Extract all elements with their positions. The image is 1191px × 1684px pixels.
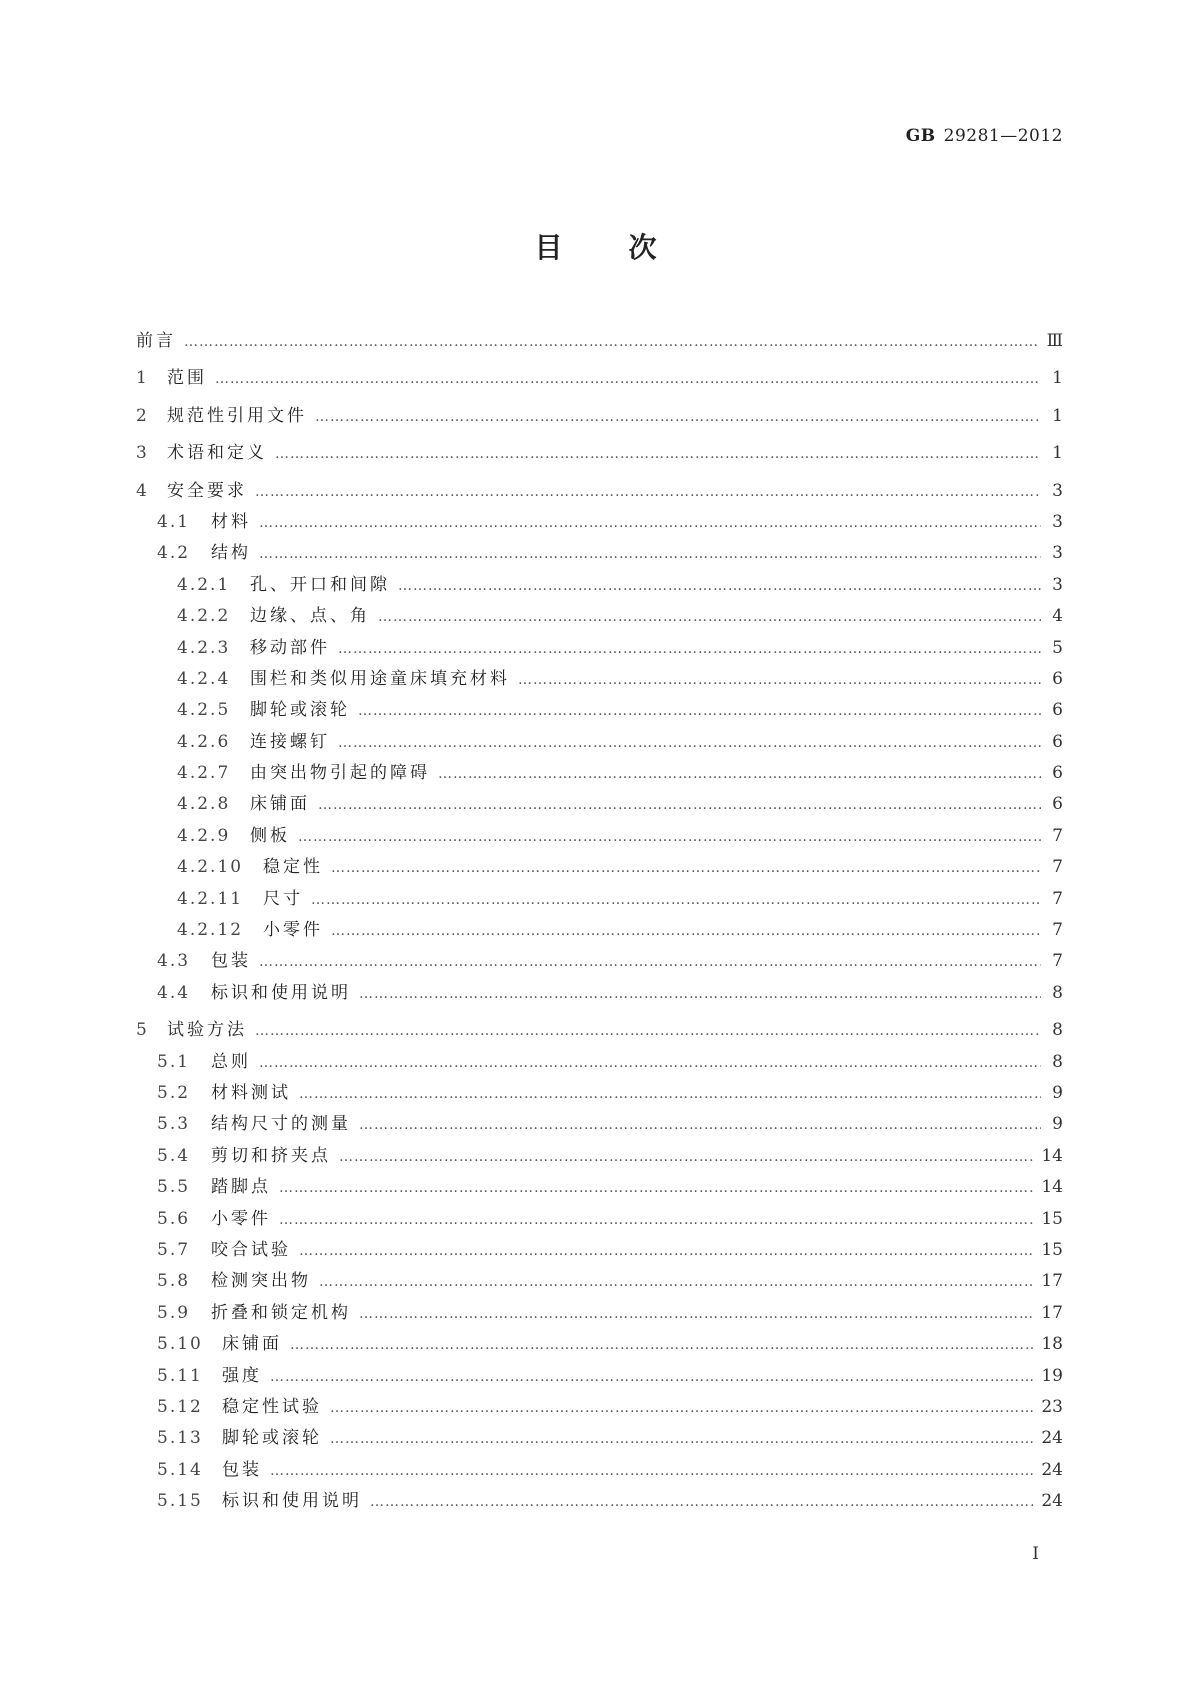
title-char-2: 次 <box>628 231 657 264</box>
toc-leader-dots <box>275 446 1041 462</box>
toc-entry-number: 4.2.7 <box>177 763 231 784</box>
toc-entry-page: 15 <box>1041 1208 1063 1229</box>
toc-entry-number: 5.14 <box>157 1459 203 1480</box>
toc-entry-number: 5.3 <box>157 1114 191 1135</box>
toc-entry-label: 稳定性试验 <box>222 1396 322 1417</box>
toc-entry-number: 4.2.8 <box>177 794 231 815</box>
toc-entry-number: 2 <box>136 405 149 426</box>
title-char-1: 目 <box>534 231 563 264</box>
toc-leader-dots <box>270 1463 1033 1479</box>
toc-entry-label: 小零件 <box>263 920 323 941</box>
toc-entry-number: 4.2.2 <box>177 606 231 627</box>
toc-entry-label: 稳定性 <box>263 857 323 878</box>
toc-entry-page: 6 <box>1052 794 1063 815</box>
toc-entry-page: 17 <box>1041 1302 1063 1323</box>
toc-entry-label: 尺寸 <box>263 888 303 909</box>
toc-entry-page: 24 <box>1041 1491 1063 1512</box>
toc-leader-dots <box>259 546 1041 562</box>
toc-leader-dots <box>370 1494 1033 1510</box>
toc-entry[interactable] <box>136 664 1063 695</box>
toc-entry-page: 1 <box>1052 443 1063 464</box>
toc-entry-number: 4.2.3 <box>177 637 231 658</box>
toc-entry-label: 试验方法 <box>167 1020 247 1041</box>
toc-entry-number: 5.2 <box>157 1082 191 1103</box>
toc-entry-page: 6 <box>1052 668 1063 689</box>
toc-entry-page: 7 <box>1052 888 1063 909</box>
toc-entry[interactable] <box>136 1078 1063 1109</box>
toc-entry[interactable] <box>136 570 1063 601</box>
toc-entry-label: 安全要求 <box>167 480 247 501</box>
toc-entry[interactable] <box>136 1361 1063 1392</box>
toc-entry-number: 4.2.12 <box>177 920 244 941</box>
toc-entry-page: 7 <box>1052 857 1063 878</box>
toc-entry[interactable] <box>136 633 1063 664</box>
toc-entry-label: 折叠和锁定机构 <box>211 1302 351 1323</box>
toc-leader-dots <box>398 578 1041 594</box>
toc-entry-number: 5.8 <box>157 1271 191 1292</box>
toc-entry-number: 5.7 <box>157 1239 191 1260</box>
page-title <box>0 226 1191 266</box>
toc-entry-number: 5.4 <box>157 1145 191 1166</box>
toc-entry-number: 5.9 <box>157 1302 191 1323</box>
toc-entry-label: 范围 <box>167 368 207 389</box>
toc-entry-label: 孔、开口和间隙 <box>250 574 390 595</box>
toc-leader-dots <box>338 641 1041 657</box>
toc-leader-dots <box>279 1180 1033 1196</box>
toc-entry-page: 6 <box>1052 763 1063 784</box>
toc-entry-page: 15 <box>1041 1239 1063 1260</box>
toc-entry[interactable] <box>136 1172 1063 1203</box>
toc-entry-label: 强度 <box>222 1365 262 1386</box>
toc-entry-number: 1 <box>136 368 149 389</box>
toc-entry-page: Ⅲ <box>1046 331 1063 351</box>
toc-leader-dots <box>359 1117 1041 1133</box>
toc-entry[interactable] <box>136 821 1063 852</box>
toc-entry[interactable] <box>136 363 1063 394</box>
standard-code: GB <box>905 126 936 146</box>
toc-leader-dots <box>255 484 1041 500</box>
toc-entry-label: 剪切和挤夹点 <box>211 1145 331 1166</box>
toc-entry-number: 4.4 <box>157 982 191 1003</box>
toc-entry[interactable] <box>136 789 1063 820</box>
toc-entry-label: 踏脚点 <box>211 1177 271 1198</box>
toc-entry-page: 3 <box>1052 543 1063 564</box>
toc-entry-label: 连接螺钉 <box>250 731 330 752</box>
toc-entry-label: 包装 <box>222 1459 262 1480</box>
toc-entry-number: 4.2.1 <box>177 574 231 595</box>
toc-entry-page: 14 <box>1041 1145 1063 1166</box>
toc-leader-dots <box>215 371 1041 387</box>
toc-entry[interactable] <box>136 727 1063 758</box>
toc-entry-page: 4 <box>1052 606 1063 627</box>
toc-entry-number: 4.2.11 <box>177 888 244 909</box>
toc-entry[interactable] <box>136 915 1063 946</box>
toc-leader-dots <box>359 986 1041 1002</box>
toc-entry[interactable] <box>136 1204 1063 1235</box>
toc-leader-dots <box>318 797 1041 813</box>
toc-entry-number: 4 <box>136 480 149 501</box>
toc-entry-label: 总则 <box>211 1051 251 1072</box>
toc-entry[interactable] <box>136 758 1063 789</box>
toc-entry[interactable] <box>136 1486 1063 1517</box>
toc-leader-dots <box>298 829 1041 845</box>
toc-entry[interactable] <box>136 695 1063 726</box>
toc-leader-dots <box>270 1369 1033 1385</box>
toc-entry-number: 4.1 <box>157 511 191 532</box>
toc-entry-page: 6 <box>1052 700 1063 721</box>
toc-entry[interactable] <box>136 1392 1063 1423</box>
toc-entry-label: 规范性引用文件 <box>167 405 307 426</box>
toc-entry-page: 19 <box>1041 1365 1063 1386</box>
toc-entry-label: 脚轮或滚轮 <box>222 1428 322 1449</box>
toc-entry-page: 6 <box>1052 731 1063 752</box>
toc-leader-dots <box>184 334 1039 350</box>
document-header <box>906 126 1063 146</box>
toc-entry-page: 5 <box>1052 637 1063 658</box>
toc-entry[interactable] <box>136 1047 1063 1078</box>
toc-entry-number: 4.2.10 <box>177 857 244 878</box>
toc-entry[interactable] <box>136 601 1063 632</box>
toc-entry[interactable] <box>136 946 1063 977</box>
toc-leader-dots <box>330 1431 1033 1447</box>
toc-entry-number: 5.11 <box>157 1365 203 1386</box>
toc-entry[interactable] <box>136 978 1063 1009</box>
toc-entry-page: 3 <box>1052 574 1063 595</box>
toc-entry[interactable] <box>136 1266 1063 1297</box>
toc-leader-dots <box>315 409 1041 425</box>
toc-leader-dots <box>259 1055 1041 1071</box>
toc-entry-number: 5.6 <box>157 1208 191 1229</box>
toc-entry[interactable] <box>136 1298 1063 1329</box>
toc-entry-page: 9 <box>1052 1114 1063 1135</box>
toc-entry[interactable] <box>136 884 1063 915</box>
toc-entry-number: 4.2.4 <box>177 668 231 689</box>
toc-entry-label: 由突出物引起的障碍 <box>250 763 430 784</box>
toc-entry[interactable] <box>136 1235 1063 1266</box>
toc-entry-page: 9 <box>1052 1082 1063 1103</box>
toc-leader-dots <box>358 703 1041 719</box>
toc-entry-number: 5.5 <box>157 1177 191 1198</box>
toc-entry-label: 脚轮或滚轮 <box>250 700 350 721</box>
toc-leader-dots <box>378 609 1041 625</box>
toc-entry[interactable] <box>136 852 1063 883</box>
toc-entry[interactable] <box>136 538 1063 569</box>
toc-entry-label: 包装 <box>211 951 251 972</box>
toc-entry-page: 17 <box>1041 1271 1063 1292</box>
toc-leader-dots <box>359 1306 1033 1322</box>
toc-entry-number: 5.1 <box>157 1051 191 1072</box>
toc-entry-label: 材料 <box>211 511 251 532</box>
toc-entry[interactable] <box>136 1141 1063 1172</box>
toc-entry[interactable] <box>136 1015 1063 1046</box>
toc-entry-page: 24 <box>1041 1428 1063 1449</box>
toc-entry-page: 7 <box>1052 825 1063 846</box>
toc-leader-dots <box>299 1086 1041 1102</box>
toc-entry-page: 18 <box>1041 1334 1063 1355</box>
toc-entry-number: 4.3 <box>157 951 191 972</box>
toc-entry-page: 8 <box>1052 982 1063 1003</box>
toc-entry-label: 移动部件 <box>250 637 330 658</box>
toc-entry-page: 23 <box>1041 1396 1063 1417</box>
standard-number: 29281—2012 <box>943 126 1063 146</box>
toc-leader-dots <box>259 954 1041 970</box>
toc-leader-dots <box>279 1212 1033 1228</box>
toc-entry-label: 小零件 <box>211 1208 271 1229</box>
toc-entry-page: 1 <box>1052 368 1063 389</box>
toc-entry-page: 14 <box>1041 1177 1063 1198</box>
toc-leader-dots <box>255 1023 1041 1039</box>
toc-entry-label: 侧板 <box>250 825 290 846</box>
toc-entry-page: 7 <box>1052 951 1063 972</box>
toc-entry-label: 检测突出物 <box>211 1271 311 1292</box>
toc-entry-label: 边缘、点、角 <box>250 606 370 627</box>
toc-entry[interactable] <box>136 476 1063 507</box>
toc-leader-dots <box>339 1149 1033 1165</box>
toc-entry-label: 标识和使用说明 <box>222 1491 362 1512</box>
toc-entry-page: 7 <box>1052 920 1063 941</box>
toc-entry[interactable] <box>136 507 1063 538</box>
toc-entry[interactable] <box>136 1455 1063 1486</box>
toc-entry-page: 24 <box>1041 1459 1063 1480</box>
toc-leader-dots <box>518 672 1041 688</box>
toc-entry-page: 1 <box>1052 405 1063 426</box>
toc-entry[interactable] <box>136 1329 1063 1360</box>
toc-entry-page: 3 <box>1052 511 1063 532</box>
toc-entry[interactable] <box>136 438 1063 469</box>
toc-leader-dots <box>299 1243 1033 1259</box>
footer-page-number: I <box>1032 1544 1039 1564</box>
toc-entry-number: 5.13 <box>157 1428 203 1449</box>
toc-entry-number: 5.12 <box>157 1396 203 1417</box>
toc-entry-number: 4.2 <box>157 543 191 564</box>
toc-entry-page: 8 <box>1052 1020 1063 1041</box>
toc-entry-number: 4.2.9 <box>177 825 231 846</box>
toc-entry-label: 床铺面 <box>250 794 310 815</box>
toc-leader-dots <box>330 1400 1033 1416</box>
toc-entry[interactable] <box>136 1109 1063 1140</box>
toc-entry-label: 标识和使用说明 <box>211 982 351 1003</box>
toc-entry[interactable] <box>136 326 1063 357</box>
toc-entry-number: 5 <box>136 1020 149 1041</box>
toc-entry-page: 3 <box>1052 480 1063 501</box>
toc-entry-label: 材料测试 <box>211 1082 291 1103</box>
toc-entry-label: 围栏和类似用途童床填充材料 <box>250 668 510 689</box>
toc-entry[interactable] <box>136 401 1063 432</box>
toc-entry-label: 术语和定义 <box>167 443 267 464</box>
toc-entry-label: 前言 <box>136 331 176 351</box>
toc-leader-dots <box>438 766 1041 782</box>
toc-entry-number: 5.10 <box>157 1334 203 1355</box>
toc-leader-dots <box>311 892 1041 908</box>
toc-leader-dots <box>259 515 1041 531</box>
toc-entry-number: 5.15 <box>157 1491 203 1512</box>
toc-leader-dots <box>290 1337 1033 1353</box>
toc-entry[interactable] <box>136 1423 1063 1454</box>
toc-leader-dots <box>331 860 1041 876</box>
toc-entry-page: 8 <box>1052 1051 1063 1072</box>
toc-entry-label: 咬合试验 <box>211 1239 291 1260</box>
toc-entry-label: 结构 <box>211 543 251 564</box>
table-of-contents <box>136 326 1063 1517</box>
toc-entry-number: 3 <box>136 443 149 464</box>
toc-leader-dots <box>331 923 1041 939</box>
toc-entry-number: 4.2.5 <box>177 700 231 721</box>
toc-leader-dots <box>338 735 1041 751</box>
toc-leader-dots <box>319 1274 1033 1290</box>
toc-entry-label: 床铺面 <box>222 1334 282 1355</box>
toc-entry-label: 结构尺寸的测量 <box>211 1114 351 1135</box>
toc-entry-number: 4.2.6 <box>177 731 231 752</box>
